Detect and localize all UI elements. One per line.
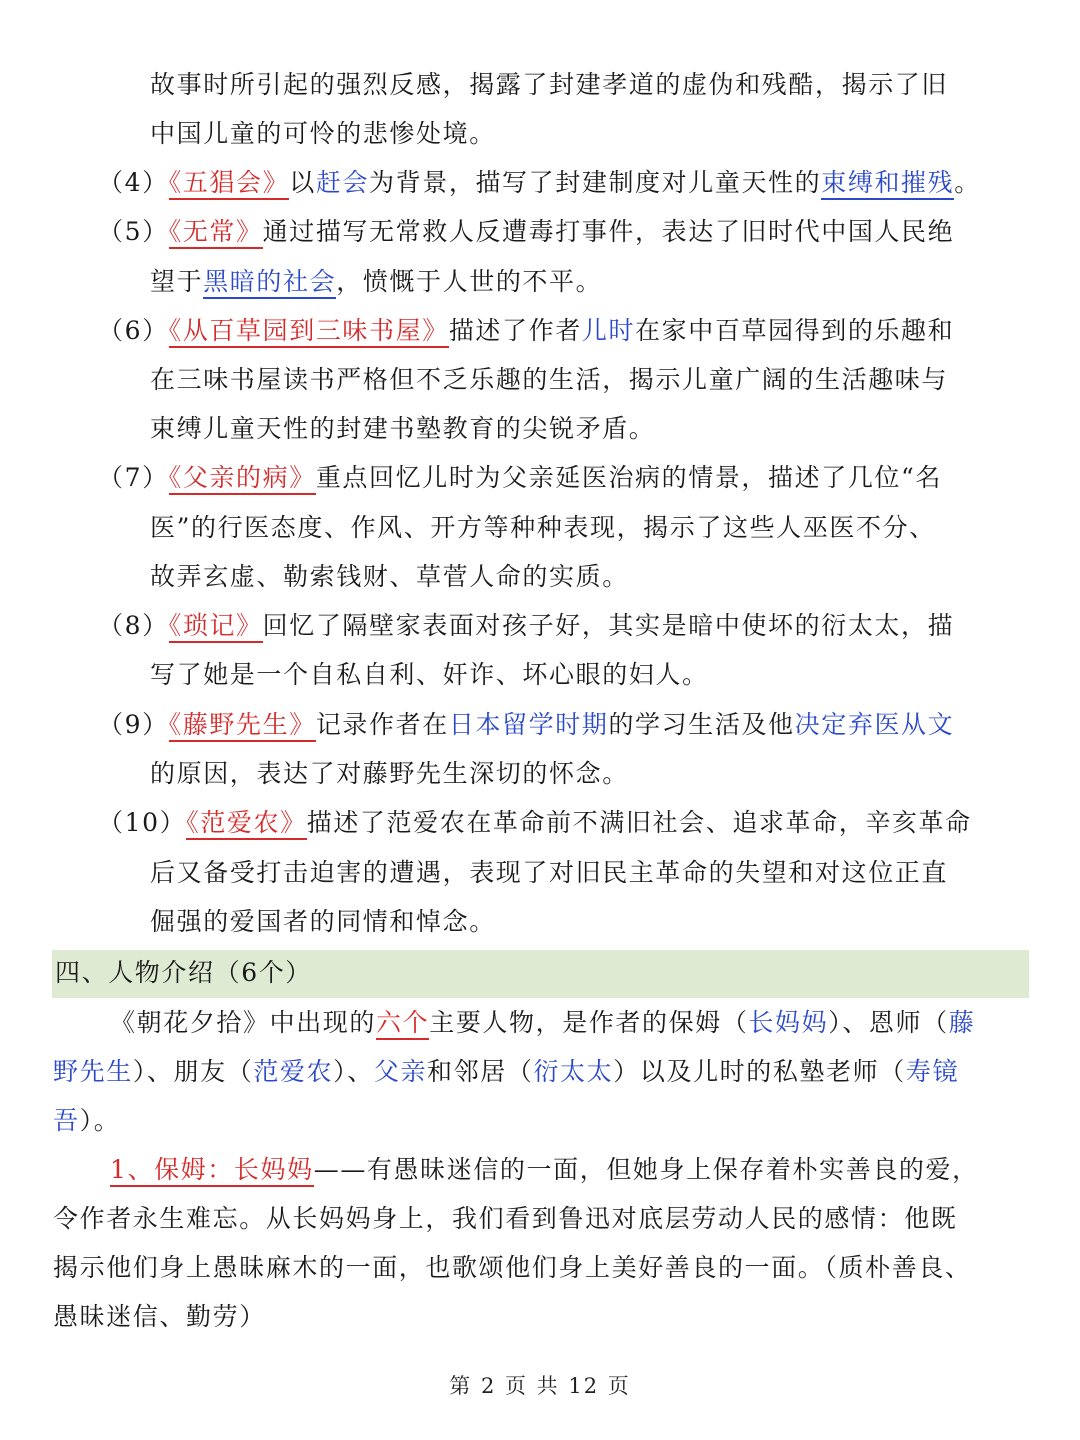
- keyword: 吾: [53, 1106, 80, 1135]
- essay-title: 《从百草园到三味书屋》: [169, 316, 449, 348]
- item8-line1: [98, 601, 954, 651]
- item3-text: 故事时所引起的强烈反感，揭露了封建孝道的虚伪和残酷，揭示了旧: [150, 70, 949, 99]
- keyword: 束缚和摧残: [821, 168, 954, 200]
- essay-title: 《父亲的病》: [169, 463, 316, 495]
- intro-text: 和邻居（: [427, 1057, 534, 1086]
- item6-line3: [150, 404, 655, 454]
- intro-line1: [110, 998, 975, 1048]
- item-text: 后又备受打击迫害的遭遇，表现了对旧民主革命的失望和对这位正直: [150, 858, 949, 887]
- item-text: 通过描写无常救人反遭毒打事件，表达了旧时代中国人民绝: [262, 217, 955, 246]
- item-text: 故弄玄虚、勒索钱财、草菅人命的实质。: [150, 562, 629, 591]
- essay-title: 《无常》: [169, 217, 263, 249]
- essay-title: 《琐记》: [169, 611, 263, 643]
- keyword: 儿时: [581, 316, 636, 345]
- item8-line2: [150, 650, 709, 700]
- character-heading: 1、保姆：长妈妈: [110, 1155, 314, 1187]
- keyword: 范爱农: [253, 1057, 334, 1086]
- character-text: 愚昧迷信、勤劳）: [53, 1302, 266, 1331]
- section-heading: 四、人物介绍（6个）: [55, 958, 312, 987]
- item-text: 以: [289, 168, 316, 197]
- char1-line3: [53, 1243, 972, 1293]
- item-text: 倔强的爱国者的同情和悼念。: [150, 907, 496, 936]
- page-footer: 第 2 页 共 12 页: [449, 1374, 631, 1398]
- item-text: 写了她是一个自私自利、奸诈、坏心眼的妇人。: [150, 660, 709, 689]
- keyword: 衍太太: [533, 1057, 614, 1086]
- keyword: 黑暗的社会: [203, 267, 336, 299]
- item6-line1: [98, 306, 954, 356]
- character-text: 揭示他们身上愚昧麻木的一面，也歌颂他们身上美好善良的一面。（质朴善良、: [53, 1253, 972, 1282]
- keyword: 寿镜: [905, 1057, 960, 1086]
- item7-line2: [150, 503, 936, 553]
- item-text: 。: [954, 168, 981, 197]
- item6-line2: [150, 355, 948, 405]
- keyword: 赶会: [315, 168, 370, 197]
- keyword: 藤: [948, 1008, 976, 1037]
- item-text: ，愤慨于人世的不平。: [336, 267, 603, 296]
- item-text: 在三味书屋读书严格但不乏乐趣的生活，揭示儿童广阔的生活趣味与: [150, 365, 949, 394]
- char1-line4: [53, 1292, 266, 1342]
- item-text: 重点回忆儿时为父亲延医治病的情景，描述了几位“名: [315, 463, 943, 492]
- item-text: 回忆了隔壁家表面对孩子好，其实是暗中使坏的衍太太，描: [262, 611, 955, 640]
- keyword: 父亲: [373, 1057, 428, 1086]
- item-text: 望于: [150, 267, 204, 296]
- character-text: ——有愚昧迷信的一面，但她身上保存着朴实善良的爱，: [313, 1155, 979, 1184]
- keyword: 日本留学时期: [448, 710, 609, 739]
- item-number: （6）: [98, 316, 169, 345]
- item-text: 描述了范爱农在革命前不满旧社会、追求革命，辛亥革命: [306, 808, 972, 837]
- item-number: （5）: [98, 217, 169, 246]
- item5-line2: [150, 257, 602, 307]
- keyword: 长妈妈: [748, 1008, 829, 1037]
- item-text: 束缚儿童天性的封建书塾教育的尖锐矛盾。: [150, 414, 656, 443]
- item3-line1: [150, 60, 948, 110]
- item10-line3: [150, 897, 496, 947]
- intro-text: ）、恩师（: [828, 1008, 949, 1037]
- item10-line2: [150, 848, 948, 898]
- item-number: （8）: [98, 611, 169, 640]
- intro-text: ）。: [79, 1106, 121, 1135]
- item-text: 的学习生活及他: [608, 710, 795, 739]
- intro-text: 《朝花夕拾》中出现的: [110, 1008, 377, 1037]
- item9-line1: [98, 700, 954, 750]
- item-number: （7）: [98, 463, 169, 492]
- item-text: 医”的行医态度、作风、开方等种种表现，揭示了这些人巫医不分、: [150, 513, 936, 542]
- char1-line1: [110, 1145, 979, 1195]
- intro-text: ）以及儿时的私塾老师（: [613, 1057, 906, 1086]
- essay-title: 《藤野先生》: [169, 710, 316, 742]
- item-text: 描述了作者: [448, 316, 582, 345]
- intro-text: 主要人物，是作者的保姆（: [429, 1008, 749, 1037]
- item7-line1: [98, 453, 942, 503]
- item9-line2: [150, 749, 629, 799]
- item7-line3: [150, 552, 629, 602]
- item-text: 的原因，表达了对藤野先生深切的怀念。: [150, 759, 629, 788]
- item5-line1: [98, 207, 954, 257]
- item-number: （10）: [98, 808, 187, 837]
- item-number: （9）: [98, 710, 169, 739]
- item-number: （4）: [98, 168, 169, 197]
- item-text: 记录作者在: [315, 710, 449, 739]
- char1-line2: [53, 1194, 957, 1244]
- item10-line1: [98, 798, 972, 848]
- keyword: 六个: [376, 1008, 429, 1040]
- item4-line1: [98, 158, 981, 208]
- item3-text: 中国儿童的可怜的悲惨处境。: [150, 119, 496, 148]
- intro-text: ）、朋友（: [132, 1057, 254, 1086]
- item-text: 在家中百草园得到的乐趣和: [635, 316, 955, 345]
- intro-line2: [53, 1047, 959, 1097]
- character-text: 令作者永生难忘。从长妈妈身上，我们看到鲁迅对底层劳动人民的感情：他既: [53, 1204, 958, 1233]
- essay-title: 《五猖会》: [169, 168, 290, 200]
- essay-title: 《范爱农》: [186, 808, 307, 840]
- keyword: 野先生: [53, 1057, 133, 1086]
- intro-line3: [53, 1096, 120, 1146]
- keyword: 决定弃医从文: [794, 710, 955, 739]
- item-text: 为背景，描写了封建制度对儿童天性的: [369, 168, 822, 197]
- intro-text: ）、: [333, 1057, 374, 1086]
- item3-line2: [150, 109, 496, 159]
